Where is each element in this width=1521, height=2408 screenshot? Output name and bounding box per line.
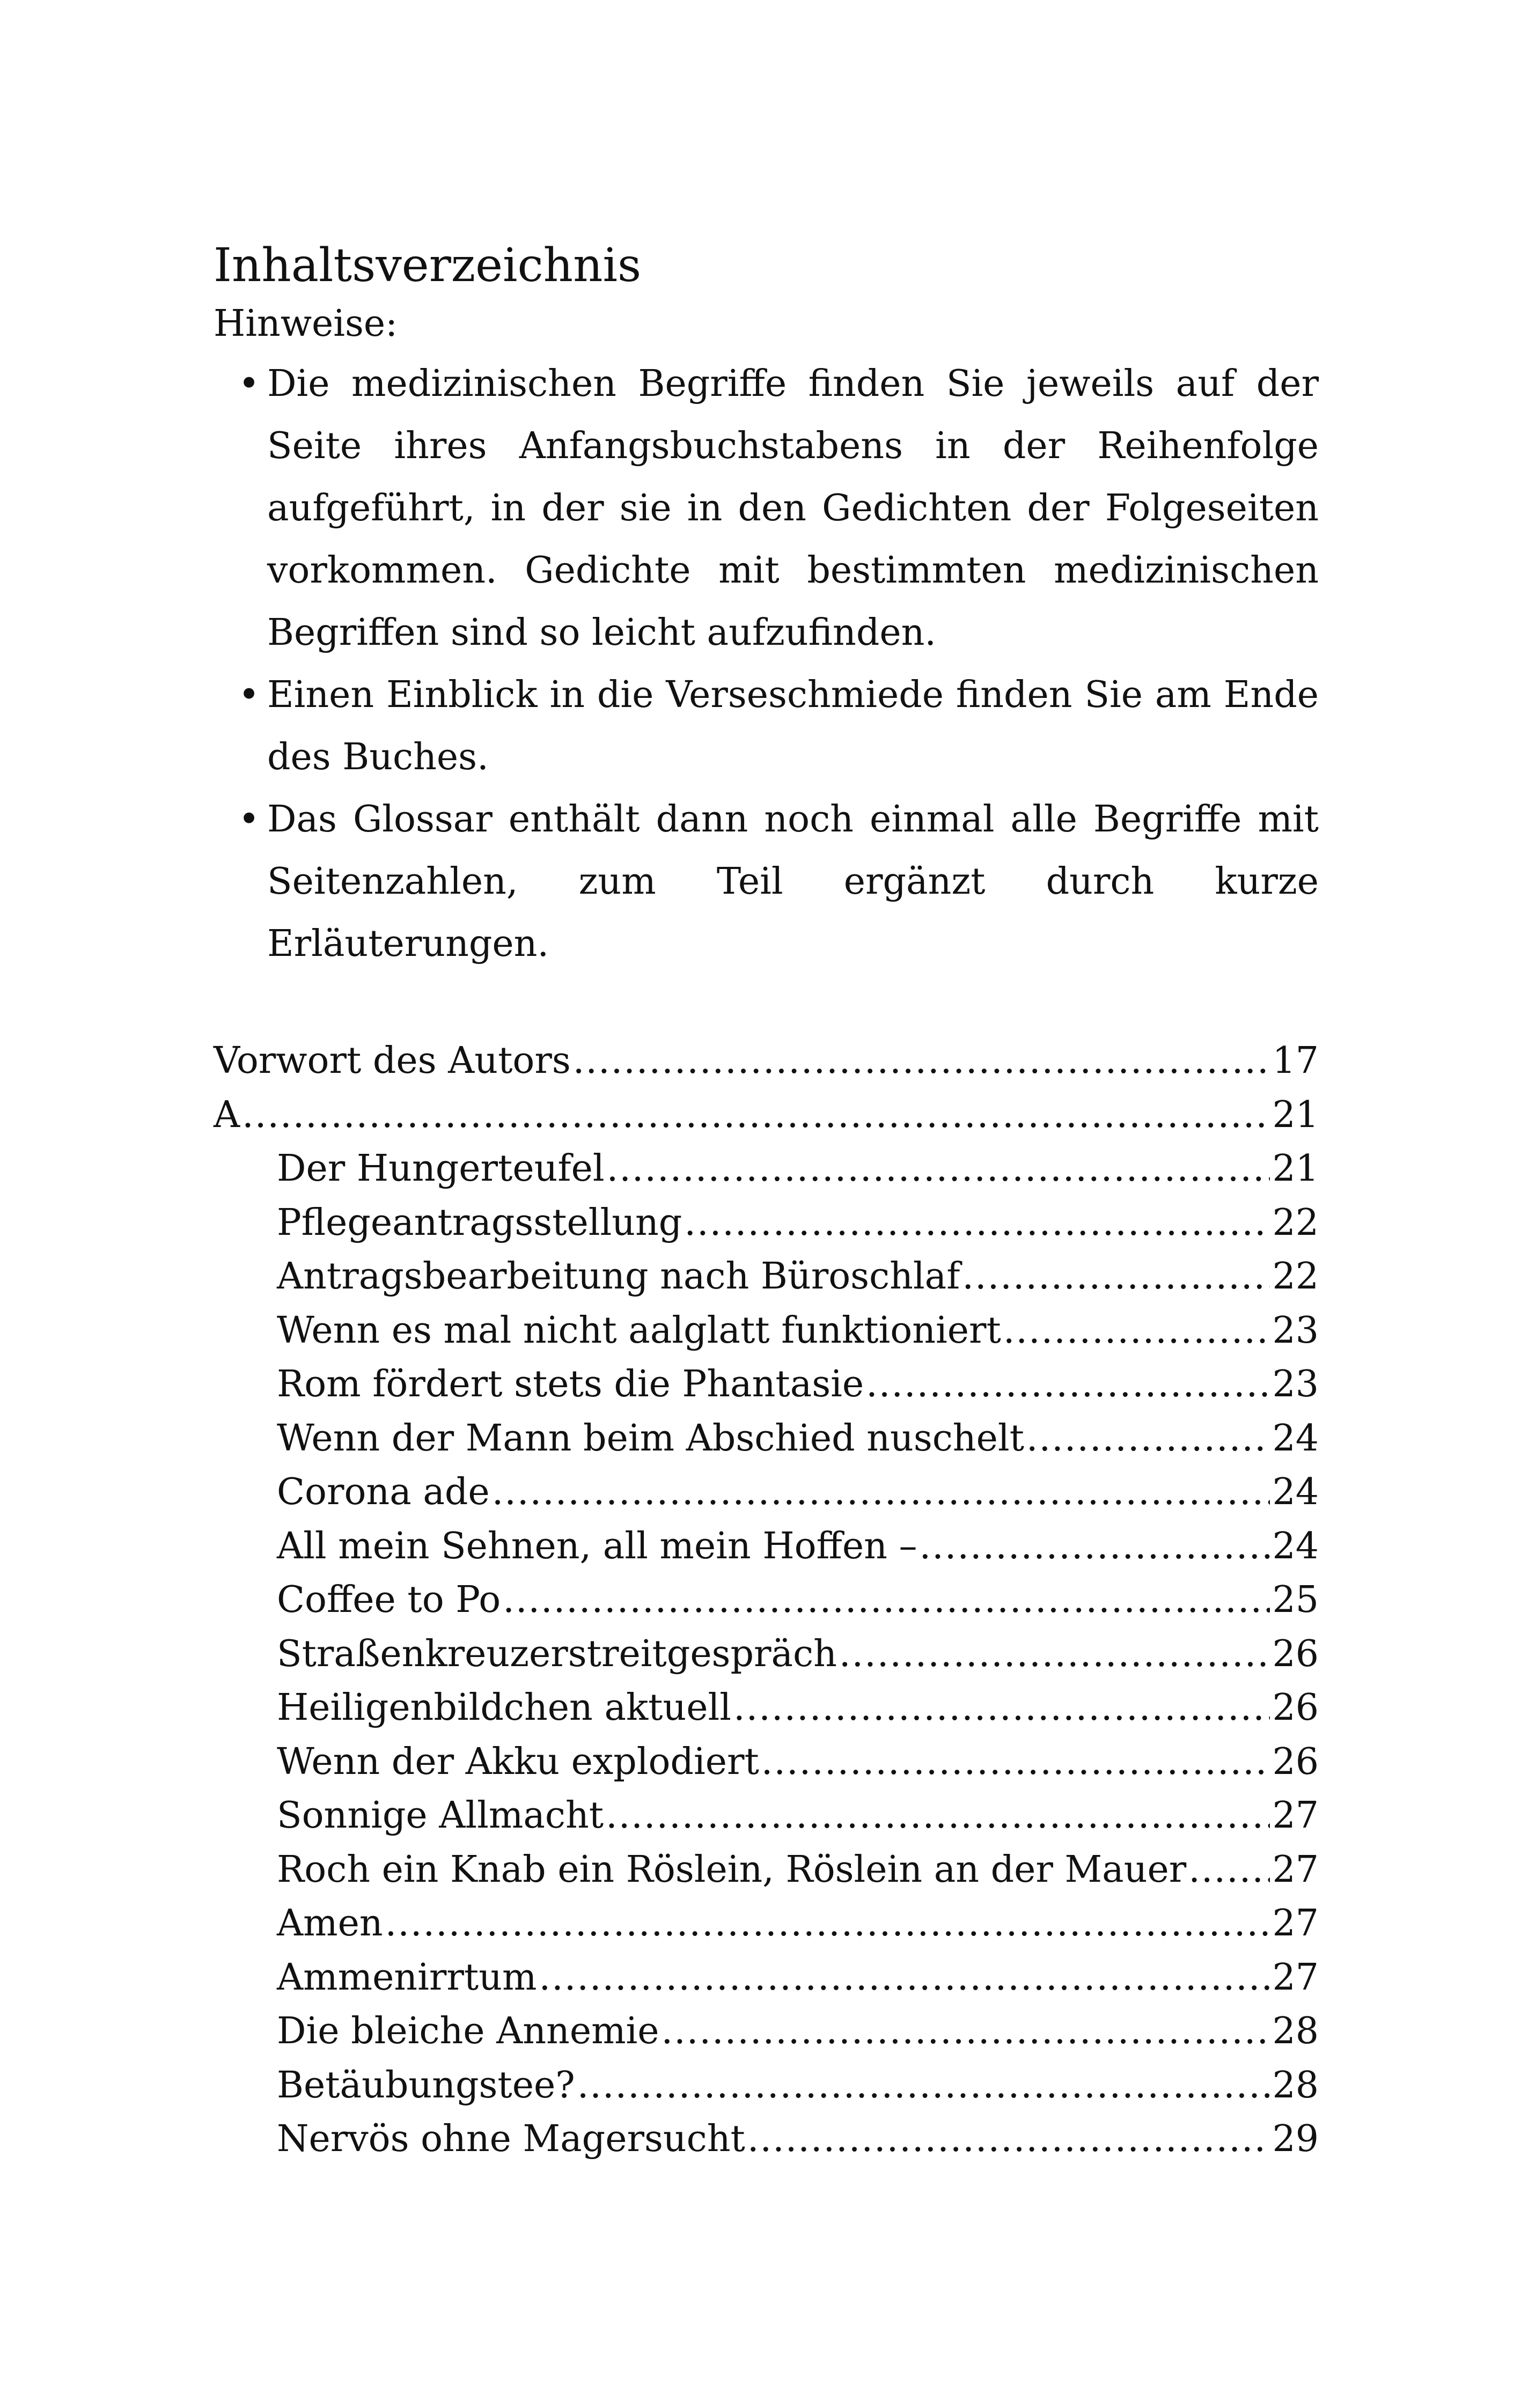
toc-entry[interactable]	[214, 1520, 1319, 1574]
toc-leader-dots	[962, 1250, 1270, 1304]
toc-entry-page: 21	[1272, 1093, 1319, 1136]
toc-entry-vorwort[interactable]	[214, 1034, 1319, 1088]
hint-item	[214, 353, 1319, 664]
toc-entry-label: Nervös ohne Magersucht	[277, 2118, 745, 2160]
bullet-icon: •	[238, 363, 260, 405]
toc-leader-dots	[492, 1466, 1270, 1520]
toc-entry-page: 27	[1272, 1794, 1319, 1837]
toc-entry-label: All mein Sehnen, all mein Hoffen –	[277, 1525, 917, 1567]
toc-entry[interactable]	[214, 1843, 1319, 1897]
toc-entry-page: 29	[1272, 2118, 1319, 2160]
toc-entry-label: Coffee to Po	[277, 1579, 501, 1621]
hint-text: Das Glossar enthält dann noch einmal alle Begriffe mit Seitenzahlen, zum Teil ergänzt durch kurze Erläuterungen.	[267, 798, 1319, 965]
toc-entry-page: 27	[1272, 1902, 1319, 1945]
toc-entry[interactable]	[214, 1681, 1319, 1735]
toc-entry-page: 25	[1272, 1579, 1319, 1621]
toc-entry-label: Die bleiche Annemie	[277, 2010, 659, 2052]
toc-leader-dots	[503, 1573, 1270, 1628]
toc-entry-page: 28	[1272, 2010, 1319, 2052]
toc-entry[interactable]	[214, 1304, 1319, 1358]
toc-leader-dots	[1003, 1304, 1270, 1358]
toc-entry-label: Roch ein Knab ein Röslein, Röslein an der Mauer	[277, 1848, 1187, 1891]
toc-entry[interactable]	[214, 1897, 1319, 1951]
toc-entry-page: 23	[1272, 1309, 1319, 1352]
hints-list	[214, 353, 1319, 975]
toc-entry-label: Betäubungstee?	[277, 2064, 575, 2107]
toc-entry-label: Rom fördert stets die Phantasie	[277, 1363, 864, 1405]
toc-entry-label: Heiligenbildchen aktuell	[277, 1687, 732, 1729]
hint-item	[214, 789, 1319, 975]
toc-leader-dots	[662, 2005, 1270, 2059]
toc-entry[interactable]	[214, 1142, 1319, 1196]
toc-entry-page: 22	[1272, 1201, 1319, 1244]
toc-leader-dots	[385, 1897, 1270, 1951]
toc-leader-dots	[747, 2112, 1270, 2167]
toc-entry-label: Antragsbearbeitung nach Büroschlaf	[277, 1255, 960, 1298]
toc-entry[interactable]	[214, 1735, 1319, 1790]
toc-entry[interactable]	[214, 1196, 1319, 1250]
toc-entry[interactable]	[214, 1466, 1319, 1520]
toc-entry[interactable]	[214, 2112, 1319, 2167]
toc-leader-dots	[577, 2059, 1270, 2113]
toc-entry-page: 27	[1272, 1956, 1319, 1999]
toc-entry-page: 22	[1272, 1255, 1319, 1298]
toc-leader-dots	[539, 1951, 1270, 2005]
document-page	[214, 236, 1319, 2167]
toc-entry-label: Pflegeantragsstellung	[277, 1201, 682, 1244]
toc-entry-label: Wenn der Mann beim Abschied nuschelt	[277, 1417, 1024, 1460]
toc-entry[interactable]	[214, 1412, 1319, 1466]
toc-leader-dots	[839, 1628, 1270, 1682]
toc-entry-label: Ammenirrtum	[277, 1956, 537, 1999]
toc-leader-dots	[607, 1142, 1270, 1196]
toc-entry-page: 24	[1272, 1471, 1319, 1513]
toc-entry-page: 26	[1272, 1687, 1319, 1729]
toc-leader-dots	[684, 1196, 1270, 1250]
toc-leader-dots	[1026, 1412, 1270, 1466]
toc-entry-page: 27	[1272, 1848, 1319, 1891]
toc-leader-dots	[606, 1789, 1270, 1843]
toc-entry[interactable]	[214, 2059, 1319, 2113]
toc-entry-label: Straßenkreuzerstreitgespräch	[277, 1632, 837, 1675]
toc-entry-page: 26	[1272, 1740, 1319, 1783]
toc-entry[interactable]	[214, 1573, 1319, 1628]
toc-entry-page: 24	[1272, 1417, 1319, 1460]
toc-entry-page: 21	[1272, 1147, 1319, 1190]
bullet-icon: •	[238, 674, 260, 716]
toc-entry-page: 23	[1272, 1363, 1319, 1405]
toc-leader-dots	[1188, 1843, 1270, 1897]
hint-text: Die medizinischen Begriffe finden Sie jeweils auf der Seite ihres Anfangsbuchstabens in der Reihenfolge aufgeführt, in der sie in den Gedichten der Folgeseiten vorkommen. Gedichte mit bestimmten medizinischen Begriffen sind so leicht aufzufinden.	[267, 363, 1319, 654]
toc-entry-label: Der Hungerteufel	[277, 1147, 605, 1190]
toc-entry-label: A	[214, 1093, 240, 1136]
toc-entry[interactable]	[214, 1358, 1319, 1412]
toc-leader-dots	[866, 1358, 1270, 1412]
toc-entry-section-a[interactable]	[214, 1088, 1319, 1143]
toc-entry[interactable]	[214, 1789, 1319, 1843]
hint-text: Einen Einblick in die Verseschmiede finden Sie am Ende des Buches.	[267, 674, 1319, 778]
toc-entry-label: Sonnige Allmacht	[277, 1794, 604, 1837]
toc-entry-label: Amen	[277, 1902, 383, 1945]
page-title: Inhaltsverzeichnis	[214, 239, 642, 292]
hint-item	[214, 664, 1319, 789]
toc-entry[interactable]	[214, 1951, 1319, 2005]
toc-entry-label: Corona ade	[277, 1471, 490, 1513]
toc-entry-label: Wenn der Akku explodiert	[277, 1740, 759, 1783]
toc-entry[interactable]	[214, 1628, 1319, 1682]
toc-entry-page: 24	[1272, 1525, 1319, 1567]
toc-entry[interactable]	[214, 1250, 1319, 1304]
toc-leader-dots	[733, 1681, 1270, 1735]
hints-heading: Hinweise:	[214, 303, 398, 345]
toc-entry-label: Wenn es mal nicht aalglatt funktioniert	[277, 1309, 1001, 1352]
toc-entry[interactable]	[214, 2005, 1319, 2059]
toc-entry-page: 26	[1272, 1632, 1319, 1675]
toc-leader-dots	[920, 1520, 1270, 1574]
bullet-icon: •	[238, 798, 260, 841]
toc-leader-dots	[573, 1034, 1270, 1088]
toc-entry-page: 17	[1272, 1040, 1319, 1082]
table-of-contents	[214, 1034, 1319, 2167]
toc-leader-dots	[761, 1735, 1270, 1790]
toc-entry-label: Vorwort des Autors	[214, 1040, 571, 1082]
toc-entry-page: 28	[1272, 2064, 1319, 2107]
toc-leader-dots	[242, 1088, 1270, 1143]
